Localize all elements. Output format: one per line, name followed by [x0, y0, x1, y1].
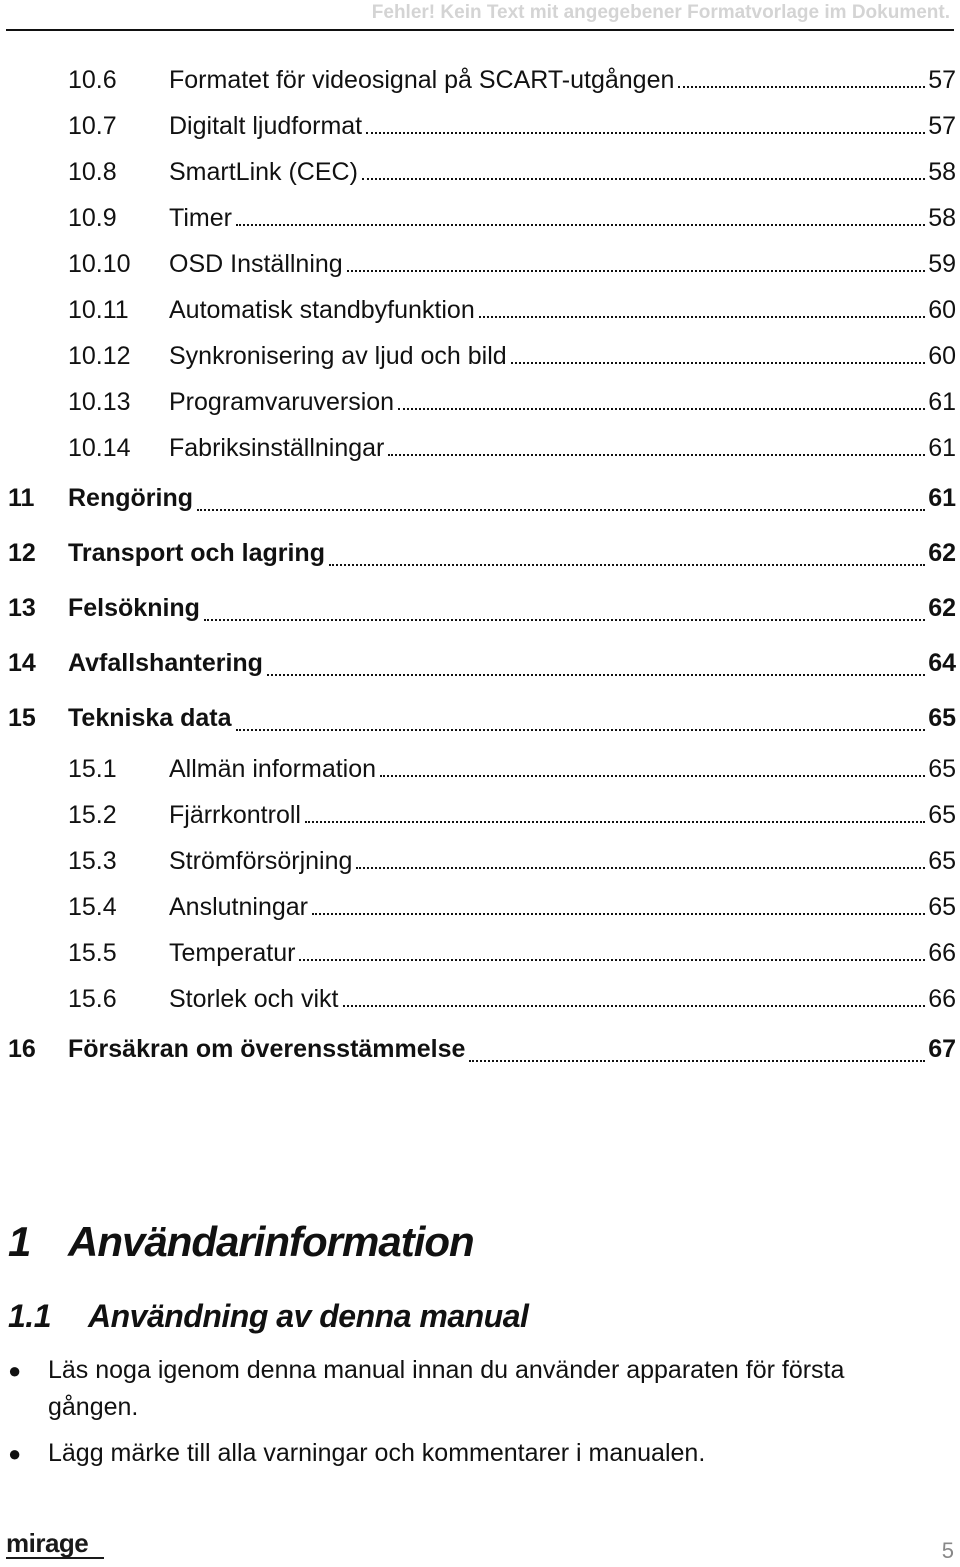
toc-dot-leader [299, 959, 925, 961]
toc-entry-number: 10.12 [68, 342, 131, 370]
toc-dot-leader [204, 619, 925, 621]
toc-dot-leader [380, 775, 925, 777]
toc-dot-leader [312, 913, 925, 915]
toc-entry-title: Anslutningar [169, 893, 308, 921]
toc-dot-leader [362, 178, 925, 180]
toc-entry-title: Rengöring [68, 484, 193, 512]
toc-entry-number: 16 [8, 1035, 36, 1063]
toc-entry-page: 59 [928, 250, 956, 278]
toc-entry-title: Synkronisering av ljud och bild [169, 342, 507, 370]
toc-entry-number: 11 [8, 484, 35, 512]
subsection-number: 1.1 [8, 1298, 51, 1334]
toc-entry-title: Tekniska data [68, 704, 232, 732]
toc-entry-title: Formatet för videosignal på SCART-utgången [169, 66, 675, 94]
toc-entry-page: 65 [928, 704, 956, 732]
toc-entry-page: 61 [928, 484, 956, 512]
toc-entry[interactable] [68, 746, 956, 792]
bullet-text: Lägg märke till alla varningar och kommentarer i manualen. [48, 1439, 706, 1467]
list-item [8, 1352, 920, 1426]
bullet-text: Läs noga igenom denna manual innan du använder apparaten för första gången. [48, 1356, 845, 1421]
toc-entry[interactable] [68, 57, 956, 103]
toc-dot-leader [366, 132, 925, 134]
toc-entry-number: 14 [8, 649, 36, 677]
toc-entry-page: 65 [928, 801, 956, 829]
bullet-icon: ● [8, 1441, 22, 1466]
toc-entry-title: Allmän information [169, 755, 377, 783]
toc-entry-title: Fabriksinställningar [169, 434, 385, 462]
toc-dot-leader [305, 821, 925, 823]
toc-entry-number: 15.3 [68, 847, 117, 875]
toc-entry-number: 10.7 [68, 112, 117, 140]
mirage-logo-text: mirage [6, 1528, 89, 1558]
toc-entry-page: 62 [928, 594, 956, 622]
mirage-logo-icon [6, 1528, 106, 1567]
toc-entry[interactable] [8, 1022, 956, 1077]
mirage-logo-graphic [6, 1528, 106, 1562]
toc-entry-page: 60 [928, 342, 956, 370]
toc-entry-page: 62 [928, 539, 956, 567]
toc-entry-title: SmartLink (CEC) [169, 158, 358, 186]
toc-dot-leader [347, 270, 925, 272]
toc-dot-leader [236, 729, 926, 731]
toc-entry-page: 60 [928, 296, 956, 324]
toc-entry[interactable] [68, 195, 956, 241]
toc-dot-leader [343, 1005, 926, 1007]
toc-entry-number: 10.14 [68, 434, 131, 462]
toc-entry-number: 15.1 [68, 755, 117, 783]
toc-entry-title: Automatisk standbyfunktion [169, 296, 475, 324]
toc-entry-page: 61 [928, 388, 956, 416]
toc-entry-number: 15.5 [68, 939, 117, 967]
toc-entry-page: 57 [928, 66, 956, 94]
section-number: 1 [8, 1218, 31, 1265]
toc-entry[interactable] [8, 526, 956, 581]
toc-entry-page: 66 [928, 939, 956, 967]
toc-entry-title: OSD Inställning [169, 250, 343, 278]
toc-entry[interactable] [68, 884, 956, 930]
toc-entry-number: 12 [8, 539, 36, 567]
toc-entry-title: Felsökning [68, 594, 200, 622]
toc-entry-title: Digitalt ljudformat [169, 112, 363, 140]
toc-entry-page: 65 [928, 755, 956, 783]
toc-entry-title: Temperatur [169, 939, 296, 967]
toc-entry-title: Strömförsörjning [169, 847, 353, 875]
toc-entry-page: 58 [928, 158, 956, 186]
toc-dot-leader [329, 564, 925, 566]
toc-dot-leader [236, 224, 925, 226]
subsection-heading [8, 1298, 528, 1335]
toc-dot-leader [267, 674, 925, 676]
toc-entry-number: 15.2 [68, 801, 117, 829]
toc-dot-leader [356, 867, 925, 869]
toc-entry[interactable] [68, 103, 956, 149]
toc-entry-title: Timer [169, 204, 232, 232]
list-item [8, 1435, 920, 1472]
subsection-title: Användning av denna manual [88, 1298, 529, 1334]
toc-entry[interactable] [68, 838, 956, 884]
toc-entry-title: Försäkran om överensstämmelse [68, 1035, 466, 1063]
toc-entry-number: 10.13 [68, 388, 131, 416]
toc-entry-page: 66 [928, 985, 956, 1013]
toc-entry-number: 10.6 [68, 66, 117, 94]
toc-entry[interactable] [8, 471, 956, 526]
toc-entry[interactable] [68, 930, 956, 976]
running-header: Fehler! Kein Text mit angegebener Formatvorlage im Dokument. [371, 2, 950, 23]
toc-entry[interactable] [8, 691, 956, 746]
bullet-list [8, 1352, 920, 1481]
toc-entry[interactable] [68, 792, 956, 838]
toc-entry-page: 67 [928, 1035, 956, 1063]
toc-entry-number: 15.6 [68, 985, 117, 1013]
toc-entry-title: Fjärrkontroll [169, 801, 301, 829]
toc-entry[interactable] [8, 581, 956, 636]
toc-entry-page: 65 [928, 893, 956, 921]
toc-entry[interactable] [68, 976, 956, 1022]
toc-dot-leader [678, 86, 925, 88]
toc-entry[interactable] [68, 379, 956, 425]
toc-entry-page: 57 [928, 112, 956, 140]
toc-entry-title: Transport och lagring [68, 539, 325, 567]
toc-entry[interactable] [68, 241, 956, 287]
toc-dot-leader [197, 509, 925, 511]
toc-entry-number: 10.8 [68, 158, 117, 186]
toc-entry-title: Programvaruversion [169, 388, 395, 416]
toc-entry[interactable] [68, 287, 956, 333]
toc-entry-title: Storlek och vikt [169, 985, 339, 1013]
page-number: 5 [941, 1538, 954, 1563]
toc-entry-page: 58 [928, 204, 956, 232]
section-heading [8, 1218, 474, 1266]
section-title: Användarinformation [68, 1218, 474, 1265]
toc-entry[interactable] [68, 333, 956, 379]
toc-entry[interactable] [68, 425, 956, 471]
toc-dot-leader [388, 454, 925, 456]
toc-entry-number: 15.4 [68, 893, 117, 921]
toc-entry-page: 65 [928, 847, 956, 875]
toc-dot-leader [511, 362, 926, 364]
toc-entry-page: 61 [928, 434, 956, 462]
toc-entry-number: 13 [8, 594, 36, 622]
toc-entry-number: 15 [8, 704, 36, 732]
toc-entry[interactable] [68, 149, 956, 195]
toc-entry-number: 10.10 [68, 250, 131, 278]
toc-dot-leader [398, 408, 925, 410]
toc-dot-leader [479, 316, 925, 318]
toc-entry[interactable] [8, 636, 956, 691]
toc-entry-page: 64 [928, 649, 956, 677]
toc-entry-title: Avfallshantering [68, 649, 263, 677]
toc-entry-number: 10.11 [68, 296, 129, 324]
toc-entry-number: 10.9 [68, 204, 117, 232]
header-rule [6, 29, 954, 31]
bullet-icon: ● [8, 1358, 22, 1383]
toc-dot-leader [469, 1060, 925, 1062]
